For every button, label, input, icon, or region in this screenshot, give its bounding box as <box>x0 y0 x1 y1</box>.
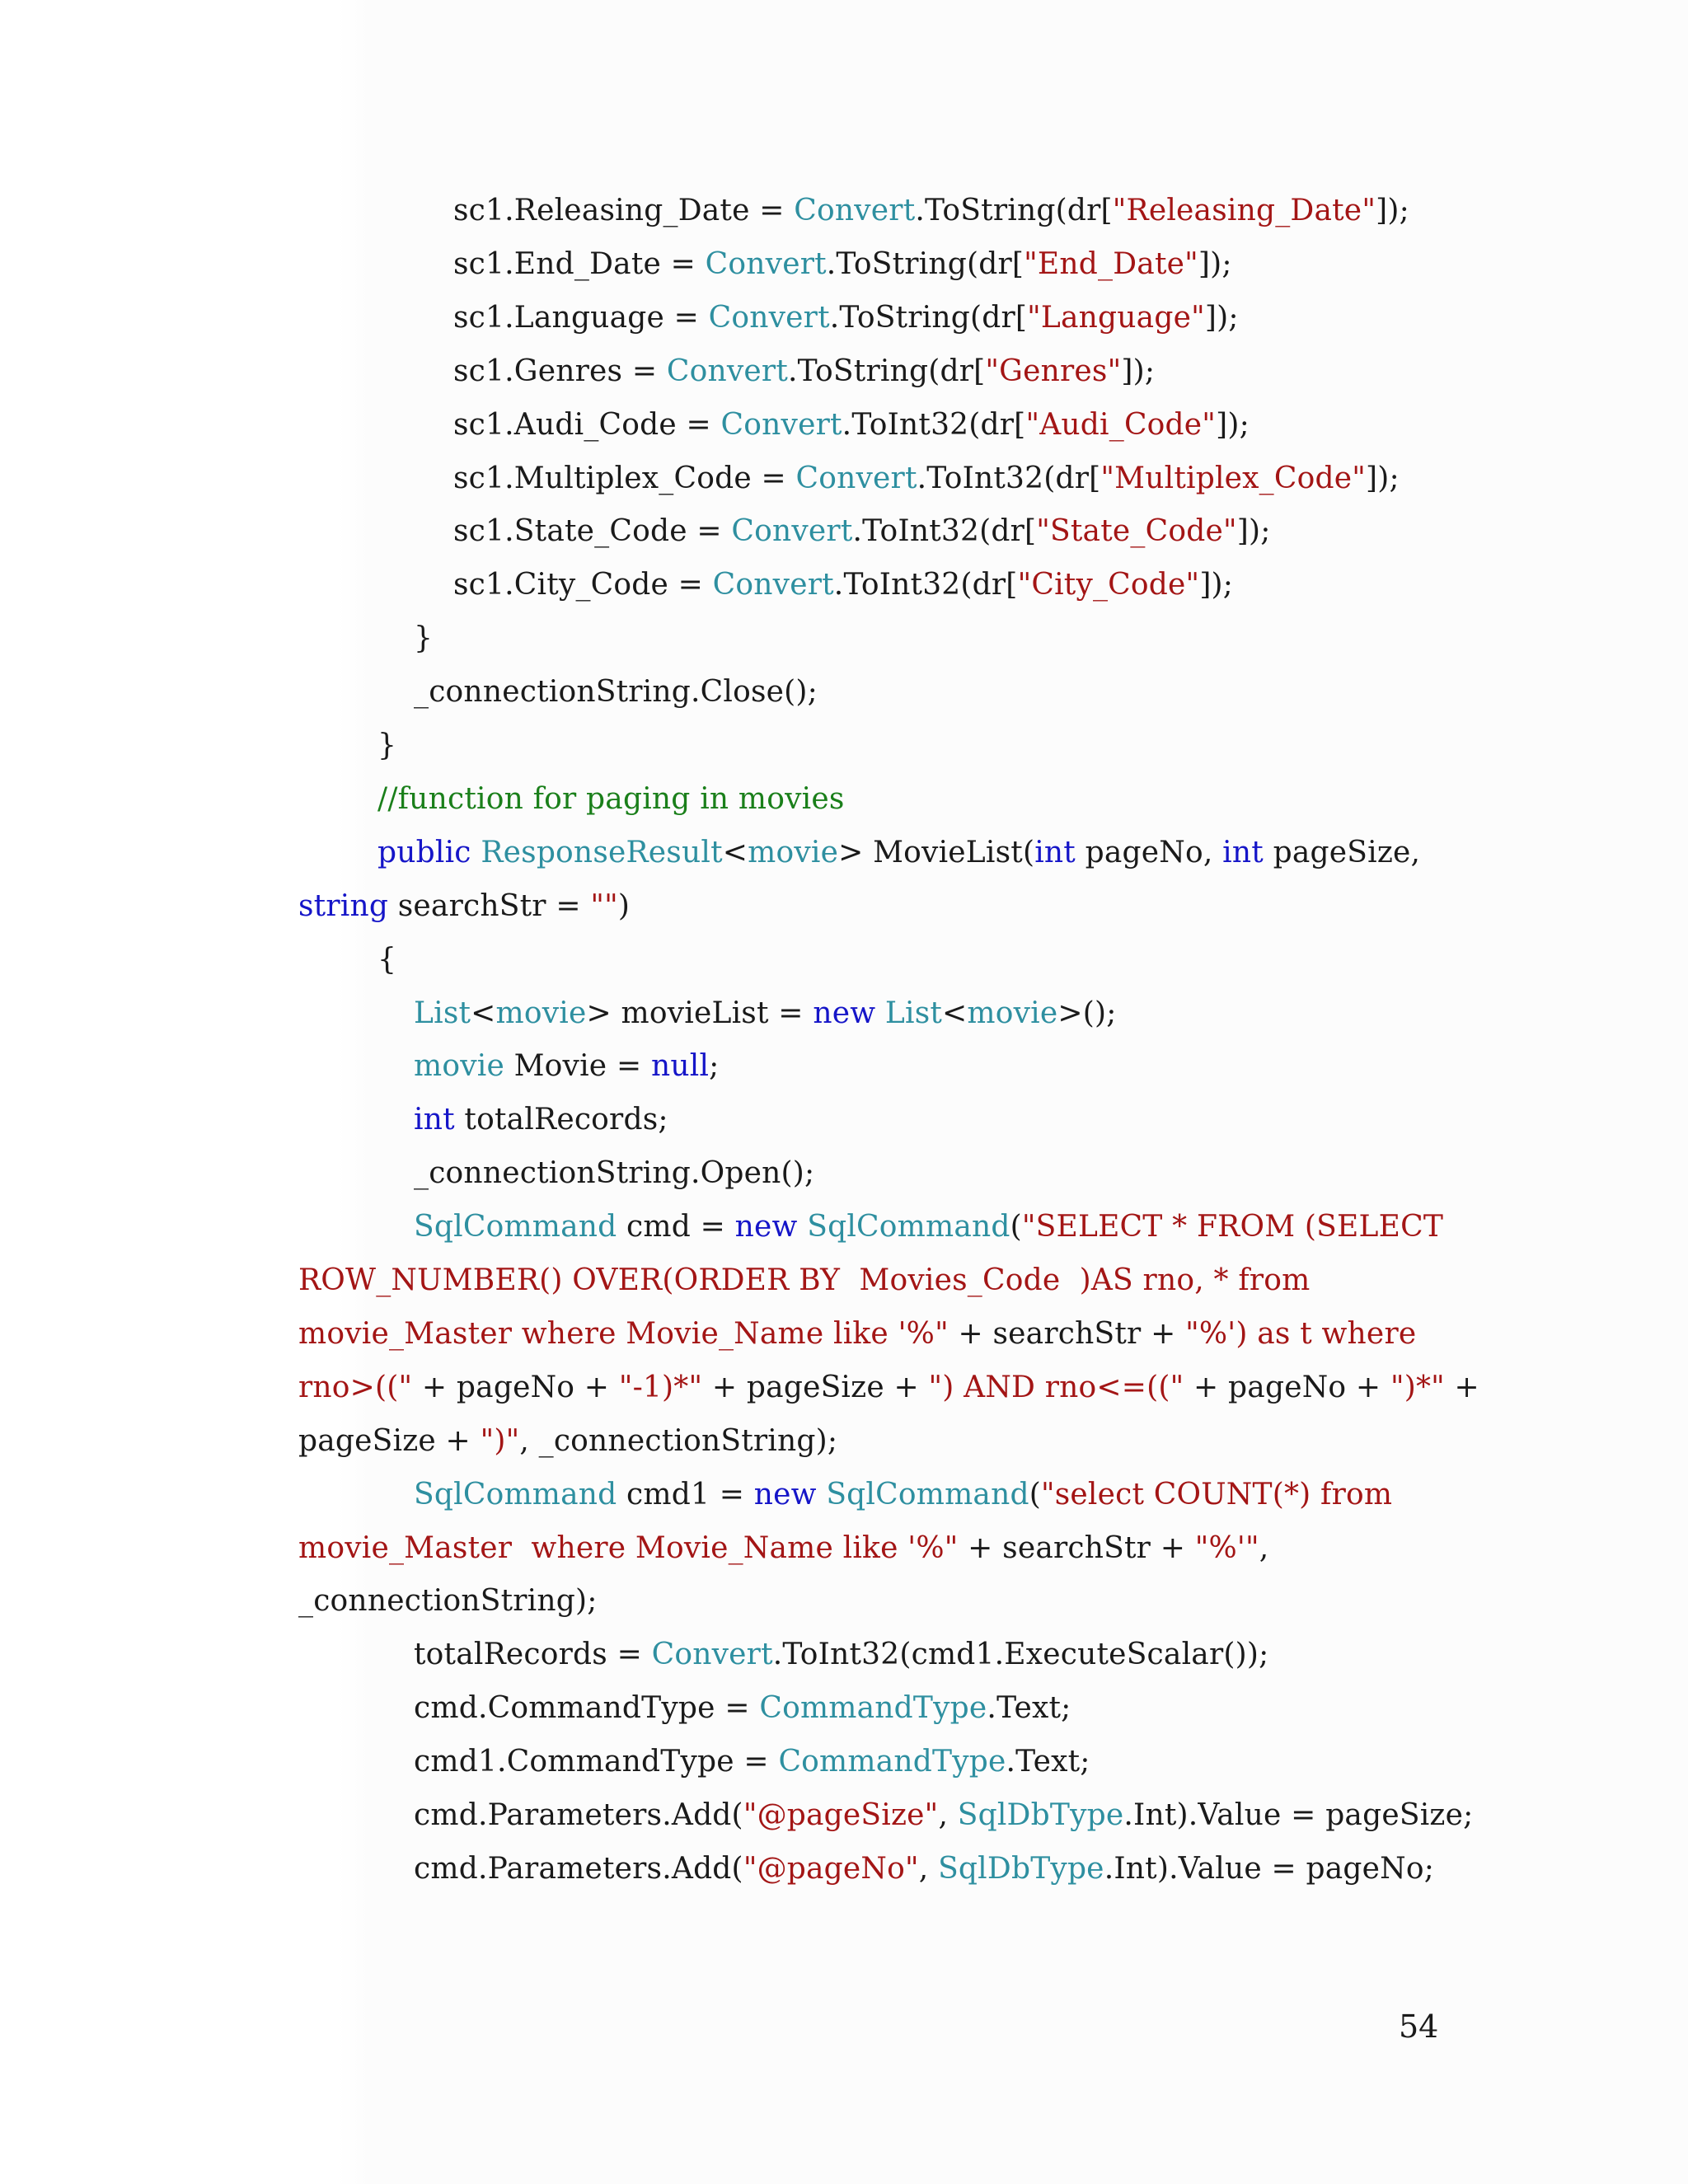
code-token-type: Convert <box>794 194 916 227</box>
code-token-type: Convert <box>708 301 830 335</box>
code-token-plain: + searchStr + <box>958 1531 1195 1565</box>
code-line <box>0 1746 1688 1779</box>
code-token-plain: pageSize + <box>298 1424 481 1458</box>
code-token-plain <box>875 996 885 1030</box>
code-token-plain: ) <box>617 889 631 923</box>
code-token-str: "@pageNo" <box>743 1852 919 1886</box>
code-token-type: movie <box>495 996 587 1030</box>
code-line <box>0 1318 1688 1351</box>
code-token-type: Convert <box>651 1638 773 1671</box>
code-token-plain: ]); <box>1199 568 1234 602</box>
code-token-plain: sc1.City_Code = <box>453 568 713 602</box>
code-line <box>0 1425 1688 1458</box>
code-token-plain: sc1.Language = <box>453 301 709 335</box>
code-token-kw: new <box>813 996 876 1030</box>
code-token-str: "SELECT * FROM (SELECT <box>1021 1210 1444 1244</box>
code-line <box>0 1692 1688 1725</box>
code-line <box>0 1799 1688 1832</box>
code-token-plain: .ToInt32(dr[ <box>833 568 1018 602</box>
code-token-plain: cmd.CommandType = <box>414 1691 760 1725</box>
code-token-str: "End_Date" <box>1024 247 1198 281</box>
code-token-plain: .ToInt32(dr[ <box>852 514 1037 548</box>
code-token-str: "Audi_Code" <box>1025 408 1217 442</box>
code-line <box>0 622 1688 655</box>
code-token-str: "select COUNT(*) from <box>1040 1478 1393 1511</box>
code-token-plain: cmd1.CommandType = <box>414 1745 779 1779</box>
code-token-plain: cmd1 = <box>617 1478 754 1511</box>
code-line <box>0 1853 1688 1886</box>
code-token-plain: totalRecords; <box>454 1103 668 1137</box>
code-line <box>0 944 1688 977</box>
code-token-plain <box>471 836 481 869</box>
code-line <box>0 676 1688 709</box>
code-token-plain: sc1.Genres = <box>453 354 667 388</box>
code-token-plain: sc1.Audi_Code = <box>453 408 721 442</box>
code-token-type: Convert <box>795 462 917 495</box>
code-token-kw: string <box>298 889 389 923</box>
code-token-plain: .Int).Value = pageSize; <box>1123 1798 1474 1832</box>
code-token-plain: cmd.Parameters.Add( <box>414 1798 743 1832</box>
code-token-plain: , <box>938 1798 958 1832</box>
code-token-str: "%') as t where <box>1185 1317 1417 1351</box>
code-token-str: "@pageSize" <box>743 1798 939 1832</box>
code-line <box>0 302 1688 335</box>
code-token-plain: ]); <box>1366 462 1400 495</box>
code-token-str: "Language" <box>1027 301 1205 335</box>
code-line <box>0 569 1688 602</box>
code-line <box>0 1050 1688 1083</box>
code-token-plain: < <box>722 836 748 869</box>
code-token-plain: ]); <box>1121 354 1156 388</box>
code-token-plain <box>817 1478 827 1511</box>
code-token-plain: .ToString(dr[ <box>829 301 1028 335</box>
code-token-type: List <box>884 996 943 1030</box>
code-token-type: CommandType <box>759 1691 987 1725</box>
code-token-kw: public <box>377 836 471 869</box>
code-token-str: movie_Master where Movie_Name like '%" <box>298 1317 949 1351</box>
code-token-type: SqlCommand <box>414 1210 617 1244</box>
code-token-cmt: //function for paging in movies <box>377 782 845 816</box>
code-token-str: "State_Code" <box>1036 514 1237 548</box>
code-token-type: Convert <box>731 514 853 548</box>
code-line <box>0 194 1688 227</box>
code-token-plain: ]); <box>1198 247 1232 281</box>
code-token-plain: , _connectionString); <box>519 1424 838 1458</box>
code-token-plain: .ToInt32(dr[ <box>842 408 1026 442</box>
code-token-kw: new <box>753 1478 817 1511</box>
code-token-plain: + pageNo + <box>1184 1371 1390 1404</box>
code-line <box>0 1532 1688 1565</box>
code-token-plain: .ToString(dr[ <box>915 194 1113 227</box>
code-token-kw: int <box>1034 836 1076 869</box>
code-token-type: SqlCommand <box>414 1478 617 1511</box>
code-token-type: SqlCommand <box>807 1210 1010 1244</box>
code-token-plain: > MovieList( <box>838 836 1035 869</box>
code-token-str: ")*" <box>1390 1371 1445 1404</box>
code-token-plain: pageNo, <box>1075 836 1223 869</box>
code-line <box>0 1371 1688 1404</box>
code-token-str: rno>((" <box>298 1371 413 1404</box>
code-line <box>0 997 1688 1030</box>
code-token-plain: .ToInt32(dr[ <box>917 462 1101 495</box>
code-token-plain: < <box>942 996 968 1030</box>
code-token-type: Convert <box>666 354 788 388</box>
code-line <box>0 355 1688 388</box>
code-token-kw: new <box>734 1210 798 1244</box>
code-token-plain: ]); <box>1204 301 1239 335</box>
code-token-plain: .Text; <box>1006 1745 1090 1779</box>
code-token-plain: sc1.Releasing_Date = <box>453 194 795 227</box>
code-token-plain: + pageSize + <box>702 1371 929 1404</box>
code-token-plain: ]); <box>1236 514 1271 548</box>
code-token-type: Convert <box>720 408 842 442</box>
code-token-plain: .ToString(dr[ <box>826 247 1025 281</box>
code-token-plain: totalRecords = <box>414 1638 652 1671</box>
code-token-plain: _connectionString.Close(); <box>414 675 818 709</box>
code-line <box>0 729 1688 762</box>
code-line <box>0 515 1688 548</box>
code-token-plain: + searchStr + <box>948 1317 1186 1351</box>
code-token-plain: { <box>377 943 397 977</box>
code-token-type: movie <box>414 1049 504 1083</box>
code-token-plain: sc1.End_Date = <box>453 247 706 281</box>
code-token-plain: , <box>918 1852 939 1886</box>
code-token-type: Convert <box>712 568 834 602</box>
code-token-str: "City_Code" <box>1017 568 1200 602</box>
code-line <box>0 1479 1688 1511</box>
code-line <box>0 1585 1688 1618</box>
code-token-plain: } <box>377 729 397 762</box>
code-line <box>0 248 1688 281</box>
code-token-plain: ( <box>1010 1210 1022 1244</box>
code-token-plain: ( <box>1029 1478 1041 1511</box>
code-token-type: SqlDbType <box>957 1798 1124 1832</box>
code-token-plain: cmd = <box>617 1210 735 1244</box>
code-token-type: ResponseResult <box>481 836 723 869</box>
code-token-str: ROW_NUMBER() OVER(ORDER BY Movies_Code )AS rno, * from <box>298 1263 1311 1297</box>
code-token-plain: > movieList = <box>586 996 814 1030</box>
code-token-str: ")" <box>480 1424 520 1458</box>
code-token-kw: int <box>1222 836 1264 869</box>
code-line <box>0 890 1688 923</box>
code-token-plain: sc1.Multiplex_Code = <box>453 462 796 495</box>
code-token-plain: , <box>1259 1531 1269 1565</box>
code-token-plain <box>798 1210 808 1244</box>
code-token-str: "Genres" <box>985 354 1122 388</box>
code-token-plain: + pageNo + <box>412 1371 619 1404</box>
code-token-plain: ]); <box>1376 194 1409 227</box>
page-number: 54 <box>1399 2008 1439 2045</box>
code-token-plain: < <box>471 996 496 1030</box>
code-line <box>0 837 1688 869</box>
code-token-type: Convert <box>705 247 827 281</box>
code-token-type: movie <box>967 996 1058 1030</box>
code-token-plain: >(); <box>1057 996 1117 1030</box>
code-token-kw: int <box>414 1103 455 1137</box>
code-token-plain: + <box>1444 1371 1479 1404</box>
code-line <box>0 1157 1688 1190</box>
code-token-plain: cmd.Parameters.Add( <box>414 1852 743 1886</box>
code-line <box>0 1211 1688 1244</box>
code-token-str: "%'" <box>1194 1531 1259 1565</box>
code-token-type: SqlDbType <box>938 1852 1104 1886</box>
code-line <box>0 462 1688 495</box>
code-line <box>0 1264 1688 1297</box>
code-token-type: CommandType <box>778 1745 1006 1779</box>
code-line <box>0 1638 1688 1671</box>
code-token-plain: Movie = <box>504 1049 651 1083</box>
code-token-plain: .Text; <box>987 1691 1071 1725</box>
code-token-plain: _connectionString.Open(); <box>414 1156 815 1190</box>
code-token-type: List <box>414 996 471 1030</box>
code-token-str: "-1)*" <box>618 1371 703 1404</box>
code-token-str: "Multiplex_Code" <box>1100 462 1366 495</box>
code-token-plain: pageSize, <box>1263 836 1421 869</box>
code-token-plain: .ToString(dr[ <box>788 354 986 388</box>
code-line <box>0 783 1688 816</box>
code-token-plain: ; <box>709 1049 720 1083</box>
code-line <box>0 409 1688 442</box>
code-token-str: movie_Master where Movie_Name like '%" <box>298 1531 959 1565</box>
code-token-type: movie <box>748 836 839 869</box>
code-token-plain: } <box>414 621 434 655</box>
code-token-type: SqlCommand <box>826 1478 1029 1511</box>
code-line <box>0 1104 1688 1137</box>
code-token-str: "" <box>590 889 618 923</box>
code-token-plain: .Int).Value = pageNo; <box>1104 1852 1435 1886</box>
code-token-plain: searchStr = <box>388 889 591 923</box>
code-token-str: "Releasing_Date" <box>1112 194 1376 227</box>
code-token-plain: .ToInt32(cmd1.ExecuteScalar()); <box>772 1638 1269 1671</box>
code-token-str: ") AND rno<=((" <box>928 1371 1184 1404</box>
code-token-plain: ]); <box>1216 408 1250 442</box>
code-token-plain: _connectionString); <box>298 1584 598 1618</box>
code-token-kw: null <box>650 1049 710 1083</box>
code-token-plain: sc1.State_Code = <box>453 514 732 548</box>
